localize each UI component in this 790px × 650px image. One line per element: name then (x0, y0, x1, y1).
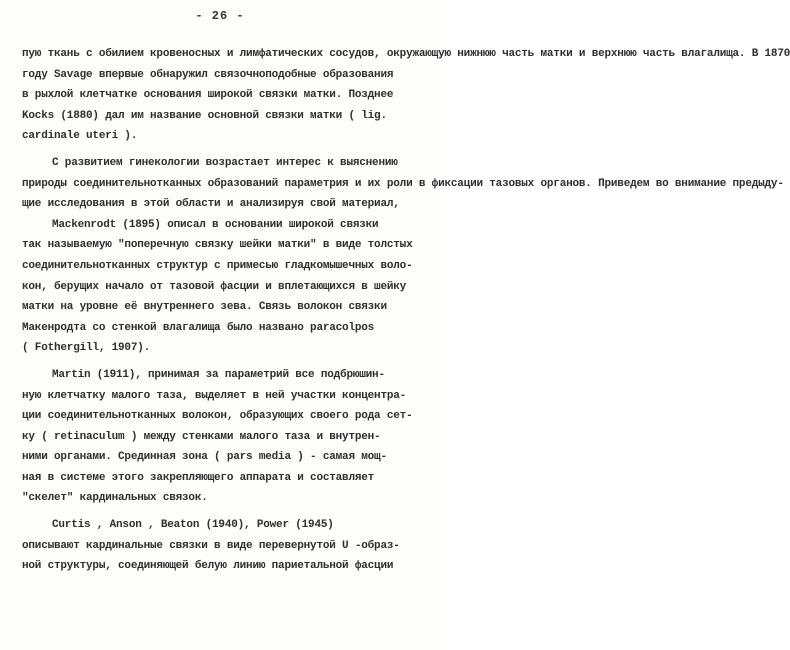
text-line: году Savage впервые обнаружил связочноподобные образования (22, 68, 394, 81)
text-line: Макенродта со стенкой влагалища было названо paracolpos (22, 321, 375, 334)
text-line: соединительнотканных структур с примесью гладкомышечных воло- (22, 259, 413, 272)
text-line: матки на уровне её внутреннего зева. Связь волокон связки (22, 301, 387, 314)
text-line: cardinale uteri ). (22, 130, 138, 143)
text-line: Mackenrodt (1895) описал в основании широкой связки (52, 218, 379, 231)
text-line: ную клетчатку малого таза, выделяет в ней участки концентра- (22, 389, 407, 402)
text-line: ная в системе этого закрепляющего аппарата и составляет (22, 471, 375, 484)
text-line: ной структуры, соединяющей белую линию париетальной фасции (22, 560, 394, 573)
text-line: кон, берущих начало от тазовой фасции и вплетающихся в шейку (22, 280, 407, 293)
text-line: ними органами. Срединная зона ( pars media ) - самая мощ- (22, 451, 387, 464)
text-line: "скелет" кардинальных связок. (22, 492, 208, 505)
text-line: С развитием гинекологии возрастает интерес к выяснению (52, 156, 398, 169)
text-line: Martin (1911), принимая за параметрий все подбрюшин- (52, 368, 385, 381)
text-line: ку ( retinaculum ) между стенками малого таза и внутрен- (22, 430, 381, 443)
body-text (22, 44, 790, 577)
text-line: Kocks (1880) дал им название основной связки матки ( lig. (22, 109, 387, 122)
page-number: - 26 - (195, 9, 245, 23)
text-line: Curtis , Anson , Beaton (1940), Power (1945) (52, 519, 334, 532)
text-line: щие исследования в этой области и анализируя свой материал, (22, 198, 400, 211)
text-line: пую ткань с обилием кровеносных и лимфатических сосудов, окружающую нижнюю часть матки и верхнюю часть влагалища. В 1870 (22, 48, 790, 60)
text-line: описывают кардинальные связки в виде перевернутой U -образ- (22, 539, 400, 552)
text-line: ции соединительнотканных волокон, образующих своего рода сет- (22, 410, 413, 423)
text-line: в рыхлой клетчатке основания широкой связки матки. Позднее (22, 89, 394, 102)
text-line: ( Fothergill, 1907). (22, 342, 151, 355)
text-line: природы соединительнотканных образований параметрия и их роли в фиксации тазовых органов. Приведем во внимание предыду- (22, 177, 784, 190)
text-line: так называемую "поперечную связку шейки матки" в виде толстых (22, 239, 413, 252)
